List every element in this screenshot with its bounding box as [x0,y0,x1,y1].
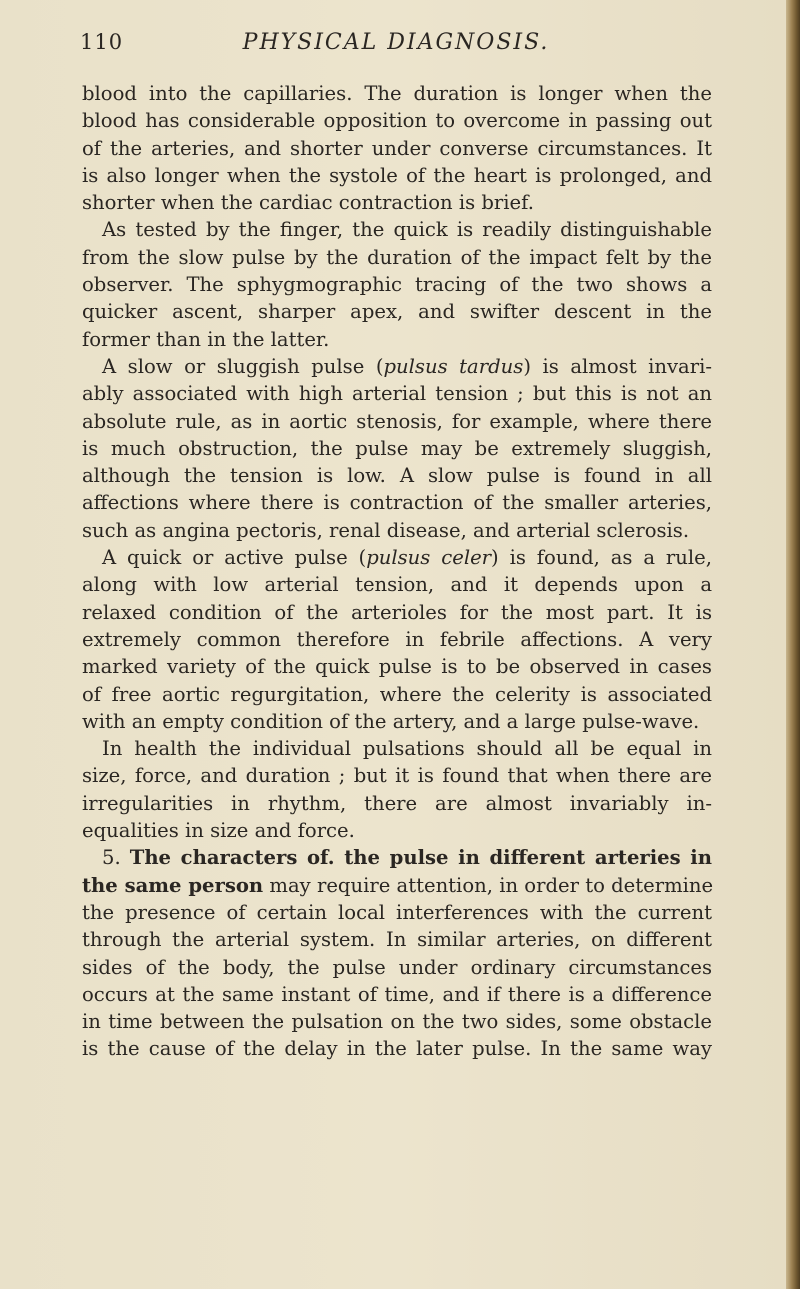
page-edge [786,0,800,1289]
running-head: PHYSICAL DIAGNOSIS. [242,30,550,55]
text-line [82,544,712,571]
text-run: A quick or active pulse ( [102,546,367,570]
text-line: is the cause of the delay in the later pulse. In the same way [82,1037,712,1061]
text-line: sides of the body, the pulse under ordinary circumstances [82,955,712,979]
section-number: 5. [102,846,130,870]
text-line: absolute rule, as in aortic stenosis, for example, where there [82,409,712,433]
text-line: former than in the latter. [82,327,330,351]
text-line [82,353,712,380]
text-line: quicker ascent, sharper apex, and swifter descent in the [82,300,712,324]
section-heading: the same person [82,873,264,897]
page-number: 110 [80,30,124,54]
text-line: blood has considerable opposition to overcome in passing out [82,109,712,133]
text-line: in time between the pulsation on the two sides, some obstacle [82,1010,712,1034]
text-line: blood into the capillaries. The duration is longer when the [82,82,712,105]
text-line: equalities in size and force. [82,819,355,843]
text-line: relaxed condition of the arterioles for the most part. It is [82,600,712,624]
text-line: In health the individual pulsations should all be equal in [102,737,712,761]
text-line: the presence of certain local interferences with the current [82,900,712,924]
page-header [80,30,712,60]
text-line: with an empty condition of the artery, and a large pulse-wave. [82,709,700,733]
text-line: is much obstruction, the pulse may be extremely sluggish, [82,436,712,460]
text-line: shorter when the cardiac contraction is brief. [82,191,534,215]
text-line: through the arterial system. In similar arteries, on different [82,928,712,952]
text-line [82,872,712,899]
body-text [82,80,712,1063]
text-line: of free aortic regurgitation, where the celerity is associated [82,682,712,706]
latin-term: pulsus tardus [383,354,524,378]
text-line: along with low arterial tension, and it depends upon a [82,573,712,597]
text-line: occurs at the same instant of time, and if there is a difference [82,982,712,1006]
text-run: ) is found, as a rule, [491,546,712,570]
text-run: A slow or sluggish pulse ( [102,354,384,378]
text-line: from the slow pulse by the duration of the impact felt by the [82,245,712,269]
text-line: although the tension is low. A slow pulse is found in all [82,464,712,488]
text-line: ably associated with high arterial tension ; but this is not an [82,382,712,406]
latin-term: pulsus celer [366,546,492,570]
text-run: ) is almost invari- [523,354,712,378]
text-line: affections where there is contraction of the smaller arteries, [82,491,712,515]
text-line: such as angina pectoris, renal disease, and arterial sclerosis. [82,518,690,542]
text-line: As tested by the finger, the quick is readily distinguishable [102,218,712,242]
text-line: marked variety of the quick pulse is to be observed in cases [82,655,712,679]
section-heading: The characters of. the pulse in different arteries in [129,846,712,870]
text-line [82,844,712,871]
text-run: may require attention, in order to determine [263,873,714,897]
text-line: of the arteries, and shorter under converse circumstances. It [82,136,712,160]
text-line: observer. The sphygmographic tracing of the two shows a [82,273,712,297]
text-line: is also longer when the systole of the heart is prolonged, and [82,163,712,187]
text-line: irregularities in rhythm, there are almost invariably in- [82,791,712,815]
text-line: size, force, and duration ; but it is found that when there are [82,764,712,788]
text-line: extremely common therefore in febrile affections. A very [82,627,712,651]
